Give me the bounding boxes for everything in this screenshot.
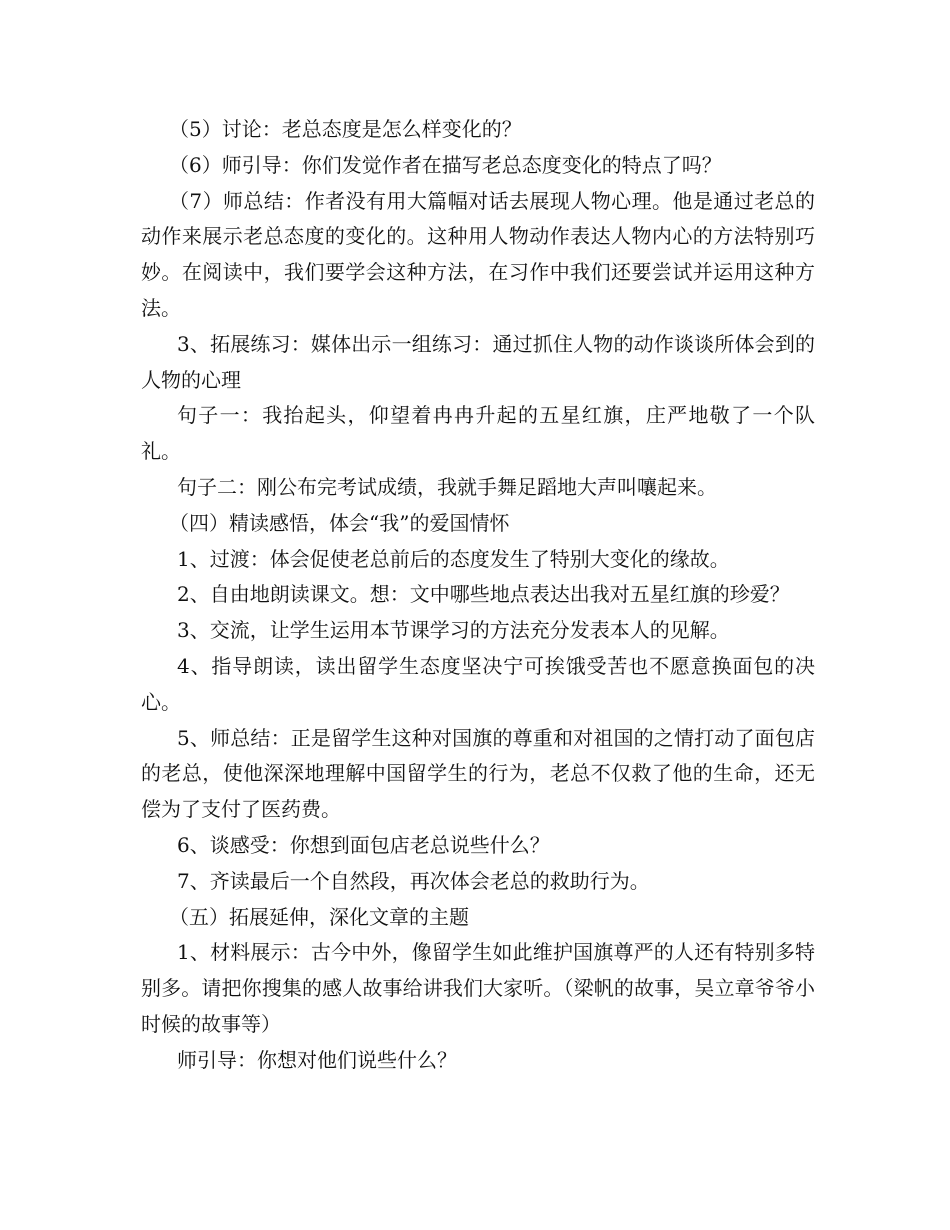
paragraph-teacher-guide-6: （6）师引导：你们发觉作者在描写老总态度变化的特点了吗？: [169, 152, 722, 177]
paragraph-free-reading: 2、自由地朗读课文。想：文中哪些地点表达出我对五星红旗的珍爱？: [177, 582, 790, 607]
paragraph-read-together: 7、齐读最后一个自然段，再次体会老总的救助行为。: [177, 868, 650, 893]
paragraph-teacher-summary-5: 5、师总结：正是留学生这种对国旗的尊重和对祖国的之情打动了面包店的老总，使他深深地理解中国留学生的行为，老总不仅救了他的生命，还无偿为了支付了医药费。: [141, 725, 815, 822]
paragraph-exchange: 3、交流，让学生运用本节课学习的方法充分发表本人的见解。: [177, 618, 730, 643]
paragraph-sentence-one: 句子一：我抬起头，仰望着冉冉升起的五星红旗，庄严地敬了一个队礼。: [141, 403, 815, 464]
paragraph-material-display: 1、材料展示：古今中外，像留学生如此维护国旗尊严的人还有特别多特别多。请把你搜集的感人故事给讲我们大家听。（梁帆的故事，吴立章爷爷小时候的故事等）: [141, 940, 815, 1036]
paragraph-share-feelings: 6、谈感受：你想到面包店老总说些什么？: [177, 832, 550, 857]
paragraph-sentence-two: 句子二：刚公布完考试成绩，我就手舞足蹈地大声叫嚷起来。: [177, 474, 717, 499]
paragraph-teacher-summary-7: （7）师总结：作者没有用大篇幅对话去展现人物心理。他是通过老总的动作来展示老总态度的变化的。这种用人物动作表达人物内心的方法特别巧妙。在阅读中，我们要学会这种方法，在习作中我们还要尝试并运用这种方法。: [141, 188, 815, 320]
document-body: [141, 112, 815, 1079]
paragraph-transition: 1、过渡：体会促使老总前后的态度发生了特别大变化的缘故。: [177, 546, 730, 571]
section-heading-5: （五）拓展延伸，深化文章的主题: [169, 904, 469, 929]
paragraph-guided-reading: 4、指导朗读，读出留学生态度坚决宁可挨饿受苦也不愿意换面包的决心。: [141, 653, 815, 714]
section-heading-4: （四）精读感悟，体会“我”的爱国情怀: [169, 510, 510, 535]
paragraph-teacher-guide-final: 师引导：你想对他们说些什么？: [177, 1047, 457, 1072]
paragraph-extension-practice: 3、拓展练习：媒体出示一组练习：通过抓住人物的动作谈谈所体会到的人物的心理: [141, 331, 815, 392]
paragraph-discussion-5: （5）讨论：老总态度是怎么样变化的？: [169, 117, 522, 141]
